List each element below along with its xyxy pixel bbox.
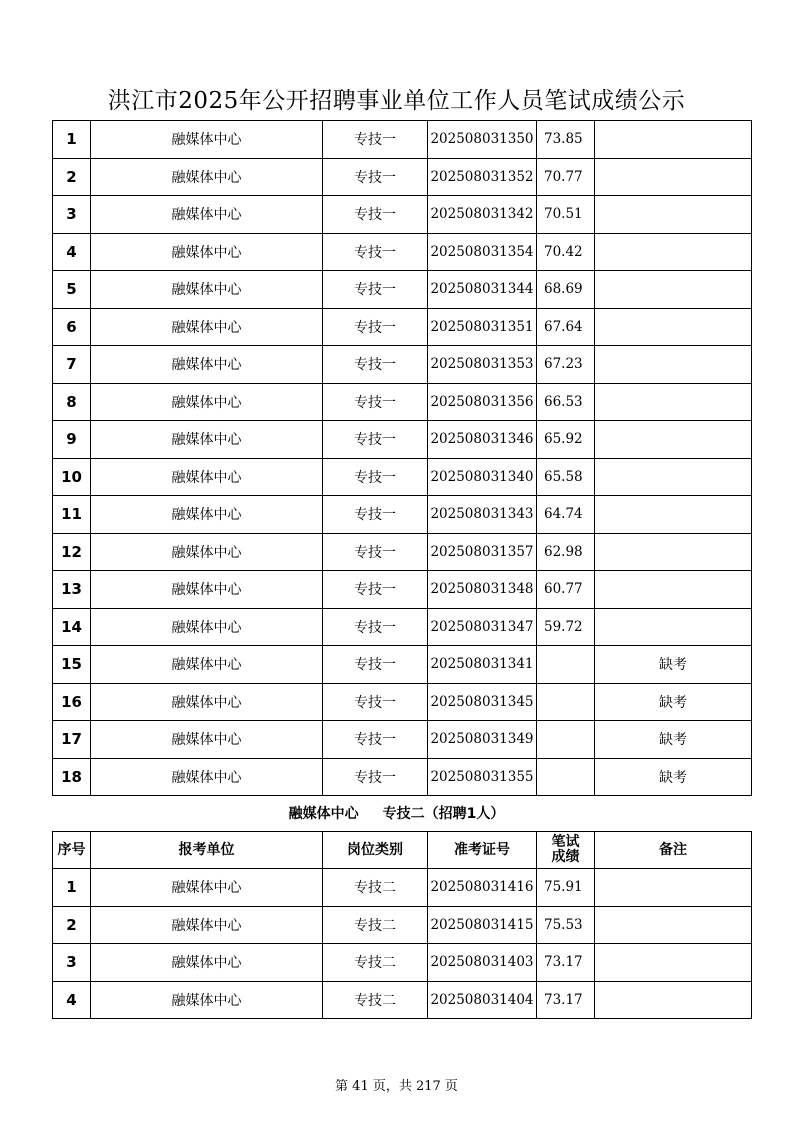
cell-no: 2: [53, 158, 91, 196]
cell-note: [595, 533, 752, 571]
cell-category: 专技一: [323, 158, 428, 196]
cell-score: 59.72: [537, 608, 595, 646]
cell-no: 1: [53, 869, 91, 907]
cell-unit: 融媒体中心: [91, 308, 323, 346]
cell-category: 专技一: [323, 196, 428, 234]
cell-score: 73.17: [537, 981, 595, 1019]
cell-category: 专技一: [323, 758, 428, 796]
header-exam-id: 准考证号: [428, 832, 537, 869]
cell-note: [595, 383, 752, 421]
cell-category: 专技一: [323, 496, 428, 534]
table-row: [53, 533, 752, 571]
section-position: 专技二（招聘1人）: [382, 806, 505, 822]
cell-unit: 融媒体中心: [91, 683, 323, 721]
cell-category: 专技一: [323, 421, 428, 459]
cell-category: 专技一: [323, 233, 428, 271]
cell-no: 9: [53, 421, 91, 459]
cell-unit: 融媒体中心: [91, 346, 323, 384]
cell-score: 75.53: [537, 906, 595, 944]
cell-score: 65.92: [537, 421, 595, 459]
cell-no: 15: [53, 646, 91, 684]
cell-exam-id: 202508031356: [428, 383, 537, 421]
cell-exam-id: 202508031416: [428, 869, 537, 907]
cell-no: 16: [53, 683, 91, 721]
cell-unit: 融媒体中心: [91, 981, 323, 1019]
cell-score: 73.85: [537, 121, 595, 159]
cell-no: 18: [53, 758, 91, 796]
cell-no: 7: [53, 346, 91, 384]
cell-unit: 融媒体中心: [91, 271, 323, 309]
cell-no: 5: [53, 271, 91, 309]
cell-unit: 融媒体中心: [91, 944, 323, 982]
cell-category: 专技二: [323, 981, 428, 1019]
cell-exam-id: 202508031341: [428, 646, 537, 684]
scores-table-1: [52, 120, 752, 796]
cell-category: 专技一: [323, 608, 428, 646]
page-title: 洪江市2025年公开招聘事业单位工作人员笔试成绩公示: [107, 88, 686, 114]
cell-note: [595, 421, 752, 459]
header-no: 序号: [53, 832, 91, 869]
cell-exam-id: 202508031345: [428, 683, 537, 721]
table-row: [53, 758, 752, 796]
table-row: [53, 346, 752, 384]
table-row: [53, 158, 752, 196]
cell-note: [595, 346, 752, 384]
table-row: [53, 944, 752, 982]
cell-score: [537, 758, 595, 796]
cell-category: 专技一: [323, 646, 428, 684]
cell-unit: 融媒体中心: [91, 758, 323, 796]
cell-category: 专技二: [323, 944, 428, 982]
cell-note: 缺考: [595, 721, 752, 759]
scores-table-2: [52, 831, 752, 1019]
cell-unit: 融媒体中心: [91, 533, 323, 571]
table-row: [53, 496, 752, 534]
cell-no: 3: [53, 944, 91, 982]
cell-exam-id: 202508031351: [428, 308, 537, 346]
table-row: [53, 608, 752, 646]
cell-score: 67.23: [537, 346, 595, 384]
cell-note: [595, 608, 752, 646]
cell-unit: 融媒体中心: [91, 646, 323, 684]
cell-category: 专技一: [323, 271, 428, 309]
table-row: [53, 383, 752, 421]
cell-category: 专技二: [323, 869, 428, 907]
table-row: [53, 906, 752, 944]
table-row: [53, 271, 752, 309]
cell-no: 11: [53, 496, 91, 534]
table-row: [53, 233, 752, 271]
cell-score: 67.64: [537, 308, 595, 346]
cell-category: 专技一: [323, 721, 428, 759]
table-header-row: [53, 832, 752, 869]
cell-note: [595, 271, 752, 309]
cell-no: 1: [53, 121, 91, 159]
cell-score: [537, 646, 595, 684]
cell-category: 专技一: [323, 308, 428, 346]
cell-no: 4: [53, 981, 91, 1019]
cell-unit: 融媒体中心: [91, 571, 323, 609]
cell-exam-id: 202508031352: [428, 158, 537, 196]
cell-score: 73.17: [537, 944, 595, 982]
cell-exam-id: 202508031354: [428, 233, 537, 271]
cell-note: [595, 196, 752, 234]
cell-unit: 融媒体中心: [91, 721, 323, 759]
cell-exam-id: 202508031355: [428, 758, 537, 796]
cell-score: 70.42: [537, 233, 595, 271]
cell-category: 专技一: [323, 383, 428, 421]
header-unit: 报考单位: [91, 832, 323, 869]
cell-unit: 融媒体中心: [91, 608, 323, 646]
cell-exam-id: 202508031347: [428, 608, 537, 646]
cell-exam-id: 202508031344: [428, 271, 537, 309]
cell-note: [595, 308, 752, 346]
header-category: 岗位类别: [323, 832, 428, 869]
cell-category: 专技一: [323, 121, 428, 159]
header-note: 备注: [595, 832, 752, 869]
cell-exam-id: 202508031348: [428, 571, 537, 609]
cell-score: 70.51: [537, 196, 595, 234]
cell-unit: 融媒体中心: [91, 906, 323, 944]
cell-exam-id: 202508031415: [428, 906, 537, 944]
cell-exam-id: 202508031340: [428, 458, 537, 496]
cell-score: 75.91: [537, 869, 595, 907]
cell-category: 专技一: [323, 571, 428, 609]
table-row: [53, 571, 752, 609]
cell-no: 13: [53, 571, 91, 609]
cell-no: 14: [53, 608, 91, 646]
cell-note: 缺考: [595, 646, 752, 684]
table-row: [53, 196, 752, 234]
cell-unit: 融媒体中心: [91, 458, 323, 496]
cell-no: 2: [53, 906, 91, 944]
cell-exam-id: 202508031357: [428, 533, 537, 571]
cell-category: 专技一: [323, 458, 428, 496]
cell-exam-id: 202508031350: [428, 121, 537, 159]
table-row: [53, 683, 752, 721]
cell-note: [595, 944, 752, 982]
cell-exam-id: 202508031342: [428, 196, 537, 234]
cell-no: 8: [53, 383, 91, 421]
table-row: [53, 421, 752, 459]
cell-note: [595, 121, 752, 159]
cell-category: 专技一: [323, 346, 428, 384]
cell-unit: 融媒体中心: [91, 196, 323, 234]
cell-note: [595, 571, 752, 609]
header-score-line1: 笔试: [551, 834, 580, 850]
cell-exam-id: 202508031346: [428, 421, 537, 459]
cell-score: 65.58: [537, 458, 595, 496]
cell-score: 66.53: [537, 383, 595, 421]
cell-score: 64.74: [537, 496, 595, 534]
cell-score: [537, 683, 595, 721]
cell-note: [595, 869, 752, 907]
cell-unit: 融媒体中心: [91, 496, 323, 534]
cell-unit: 融媒体中心: [91, 421, 323, 459]
cell-unit: 融媒体中心: [91, 869, 323, 907]
cell-unit: 融媒体中心: [91, 383, 323, 421]
table-row: [53, 869, 752, 907]
cell-note: 缺考: [595, 683, 752, 721]
cell-category: 专技一: [323, 533, 428, 571]
table-row: [53, 721, 752, 759]
cell-score: [537, 721, 595, 759]
cell-note: [595, 233, 752, 271]
header-score: [537, 832, 595, 869]
cell-unit: 融媒体中心: [91, 158, 323, 196]
cell-exam-id: 202508031349: [428, 721, 537, 759]
cell-no: 4: [53, 233, 91, 271]
cell-score: 68.69: [537, 271, 595, 309]
cell-category: 专技一: [323, 683, 428, 721]
page-footer: 第 41 页，共 217 页: [335, 1079, 458, 1094]
section-subtitle: [0, 803, 793, 823]
cell-score: 70.77: [537, 158, 595, 196]
cell-score: 62.98: [537, 533, 595, 571]
cell-unit: 融媒体中心: [91, 121, 323, 159]
cell-note: [595, 158, 752, 196]
cell-note: [595, 981, 752, 1019]
cell-no: 6: [53, 308, 91, 346]
cell-note: [595, 906, 752, 944]
cell-no: 17: [53, 721, 91, 759]
cell-score: 60.77: [537, 571, 595, 609]
table-row: [53, 646, 752, 684]
table-row: [53, 981, 752, 1019]
table-row: [53, 121, 752, 159]
cell-note: [595, 496, 752, 534]
cell-no: 12: [53, 533, 91, 571]
cell-exam-id: 202508031343: [428, 496, 537, 534]
cell-exam-id: 202508031353: [428, 346, 537, 384]
cell-unit: 融媒体中心: [91, 233, 323, 271]
cell-exam-id: 202508031403: [428, 944, 537, 982]
cell-note: [595, 458, 752, 496]
cell-exam-id: 202508031404: [428, 981, 537, 1019]
cell-no: 10: [53, 458, 91, 496]
cell-category: 专技二: [323, 906, 428, 944]
header-score-line2: 成绩: [551, 849, 580, 865]
table-row: [53, 458, 752, 496]
cell-note: 缺考: [595, 758, 752, 796]
section-unit: 融媒体中心: [288, 806, 359, 822]
table-row: [53, 308, 752, 346]
cell-no: 3: [53, 196, 91, 234]
